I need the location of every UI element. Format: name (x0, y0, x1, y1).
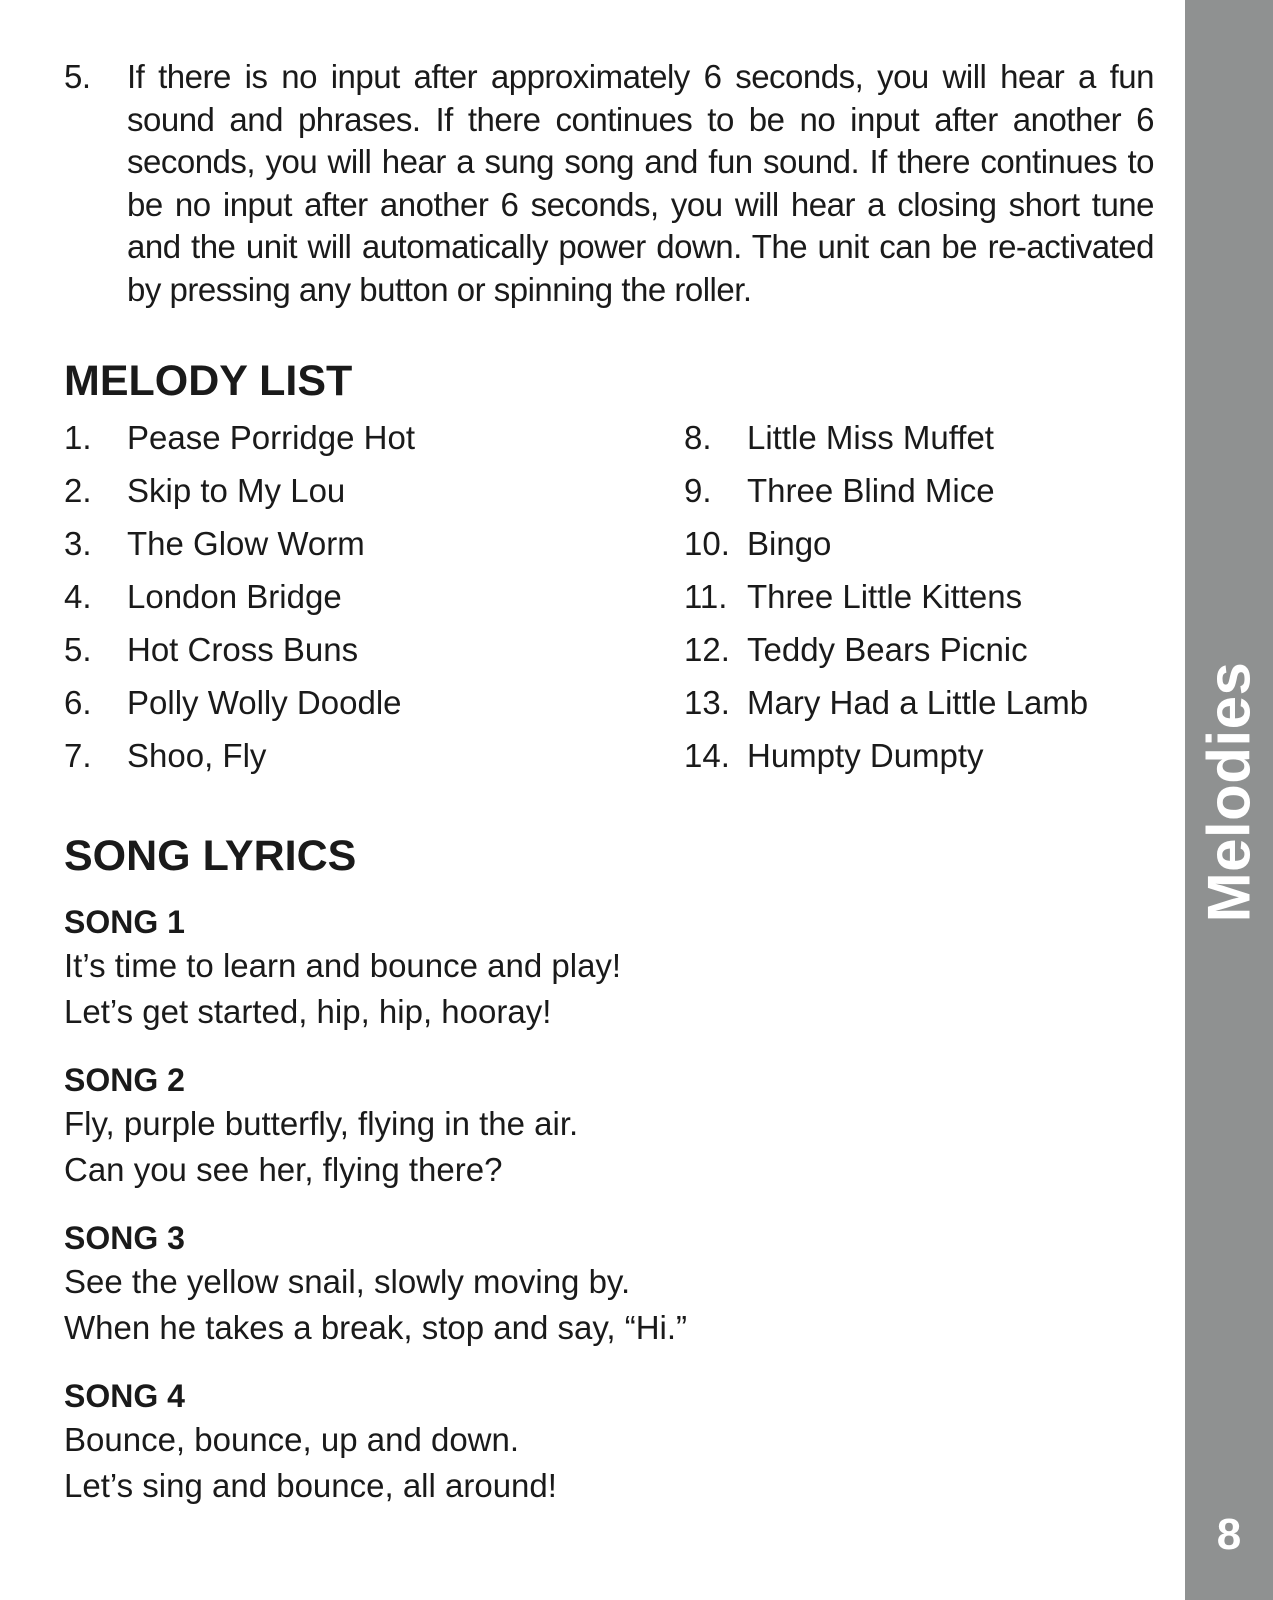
melody-item (64, 736, 684, 789)
section-tab-label: Melodies (1195, 661, 1263, 923)
melody-item (684, 418, 1154, 471)
melody-list (64, 418, 1154, 789)
song-block (64, 1059, 1154, 1193)
melody-number: 11. (684, 577, 728, 615)
melody-name: Three Little Kittens (747, 577, 1023, 615)
page-number: 8 (1216, 1510, 1242, 1559)
song-block (64, 1375, 1154, 1509)
melody-name: Pease Porridge Hot (127, 418, 415, 456)
melody-item (684, 577, 1154, 630)
song-lyric-line: When he takes a break, stop and say, “Hi.” (64, 1308, 688, 1346)
melody-number: 10. (684, 524, 730, 562)
song-heading: SONG 2 (64, 1061, 185, 1098)
melody-number: 7. (64, 736, 92, 774)
song-lyric-line: Bounce, bounce, up and down. (64, 1420, 520, 1458)
melody-name: Skip to My Lou (127, 471, 346, 509)
melody-name: Teddy Bears Picnic (747, 630, 1028, 668)
song-lyric-line: Let’s get started, hip, hip, hooray! (64, 992, 552, 1030)
melody-item (64, 577, 684, 630)
step-number: 5. (64, 58, 91, 95)
melody-number: 14. (684, 736, 730, 774)
page-content (64, 56, 1154, 1509)
melody-name: Hot Cross Buns (127, 630, 359, 668)
melody-item (684, 630, 1154, 683)
melody-name: The Glow Worm (127, 524, 365, 562)
melody-name: Three Blind Mice (747, 471, 995, 509)
melody-number: 13. (684, 683, 730, 721)
melody-column-left (64, 418, 684, 789)
song-lyrics-heading: SONG LYRICS (64, 831, 357, 880)
melody-item (684, 471, 1154, 524)
melody-number: 1. (64, 418, 92, 456)
melody-item (684, 736, 1154, 789)
melody-number: 3. (64, 524, 92, 562)
song-lyric-line: Fly, purple butterfly, flying in the air. (64, 1104, 579, 1142)
melody-name: Humpty Dumpty (747, 736, 984, 774)
melody-item (64, 524, 684, 577)
melody-name: Little Miss Muffet (747, 418, 994, 456)
melody-number: 4. (64, 577, 92, 615)
song-heading: SONG 4 (64, 1377, 185, 1414)
melody-name: Bingo (747, 524, 832, 562)
song-lyric-line: It’s time to learn and bounce and play! (64, 946, 622, 984)
melody-name: Mary Had a Little Lamb (747, 683, 1089, 721)
melody-number: 6. (64, 683, 92, 721)
section-side-tab (1185, 0, 1273, 1600)
melody-item (684, 524, 1154, 577)
melody-number: 12. (684, 630, 730, 668)
melody-name: Polly Wolly Doodle (127, 683, 402, 721)
song-block (64, 1217, 1154, 1351)
melody-number: 5. (64, 630, 92, 668)
melody-item (64, 630, 684, 683)
song-lyric-line: Let’s sing and bounce, all around! (64, 1466, 557, 1504)
melody-item (64, 418, 684, 471)
step-text: If there is no input after approximately 6 seconds, you will hear a fun sound and phrases. If there continues to be no input after another 6 seconds, you will hear a sung song and fun sound. If there continues to be no input after another 6 seconds, you will hear a closing short tune and the unit will automatically power down. The unit can be re-activated by pressing any button or spinning the roller. (127, 58, 1154, 308)
melody-number: 8. (684, 418, 712, 456)
instruction-step (64, 56, 1154, 312)
song-heading: SONG 3 (64, 1219, 185, 1256)
song-lyric-line: See the yellow snail, slowly moving by. (64, 1262, 631, 1300)
melody-list-heading: MELODY LIST (64, 356, 353, 405)
song-lyric-line: Can you see her, flying there? (64, 1150, 503, 1188)
melody-name: Shoo, Fly (127, 736, 267, 774)
melody-item (64, 683, 684, 736)
song-heading: SONG 1 (64, 903, 185, 940)
melody-name: London Bridge (127, 577, 342, 615)
song-block (64, 901, 1154, 1035)
melody-item (64, 471, 684, 524)
melody-column-right (684, 418, 1154, 789)
melody-number: 2. (64, 471, 92, 509)
melody-number: 9. (684, 471, 712, 509)
melody-item (684, 683, 1154, 736)
